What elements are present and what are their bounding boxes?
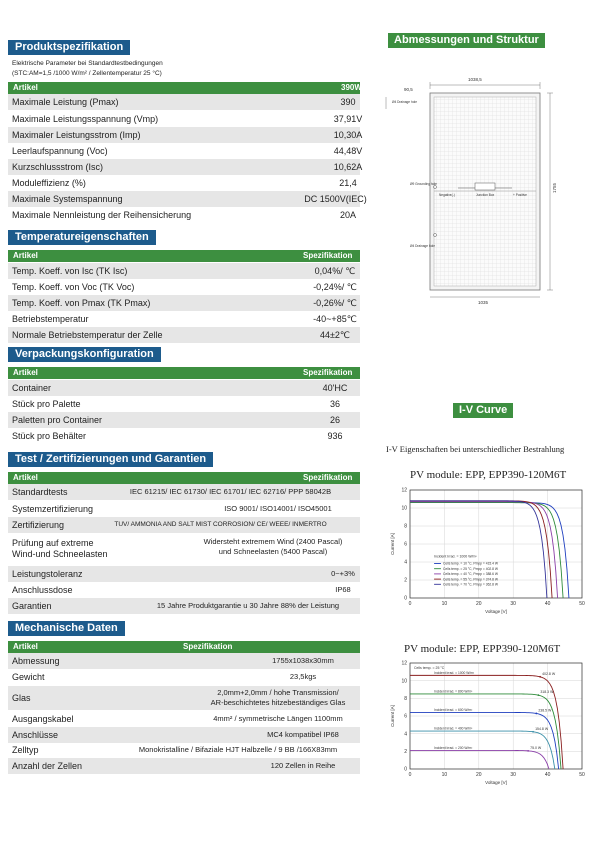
row-label: Glas <box>12 693 31 703</box>
y-tick-label: 8 <box>404 696 407 703</box>
row-label: Systemzertifizierung <box>12 504 94 514</box>
chart2-title: PV module: EPP, EPP390-120M6T <box>404 643 561 655</box>
pmpp-label: 238.5 W <box>538 708 552 713</box>
row-value: 1755x1038x30mm <box>272 656 334 665</box>
row-label: Maximaler Leistungsstrom (Imp) <box>12 130 141 140</box>
y-tick-label: 2 <box>404 749 407 756</box>
header-right: Spezifikation <box>303 473 353 482</box>
table-row <box>8 582 360 598</box>
row-value: 26 <box>329 415 340 425</box>
section-title-certifications: Test / Zertifizierungen und Garantien <box>8 452 213 467</box>
mpp-point <box>537 694 539 696</box>
iv-subtitle: I-V Eigenschaften bei unterschiedlicher Bestrahlung <box>386 444 565 454</box>
series-label: Incident Irrad. = 1000 W/m² <box>434 670 475 675</box>
table-row <box>8 566 360 582</box>
row-label: Maximale Leistung (Pmax) <box>12 97 119 107</box>
y-tick-label: 4 <box>404 731 407 738</box>
legend-label: Cells temp. = 70 °C, Pmpp = 362.8 W <box>443 582 499 587</box>
row-label: Anschlüsse <box>12 730 59 740</box>
row-value: 120 Zellen in Reihe <box>270 761 336 770</box>
table-row <box>8 653 360 669</box>
row-value: MC4 kompatibel IP68 <box>267 730 339 739</box>
series-label: Incident Irrad. = 600 W/m² <box>434 707 473 712</box>
row-value: 44±2℃ <box>319 330 351 340</box>
table-row <box>8 191 367 207</box>
table-row <box>8 501 360 517</box>
header-left: Artikel <box>13 642 38 651</box>
table-row <box>8 535 360 565</box>
table-row <box>8 484 360 500</box>
dimensions-title: Abmessungen und Struktur <box>388 33 545 48</box>
row-value: 21,4 <box>339 178 357 188</box>
x-tick-label: 40 <box>544 772 551 778</box>
chart-annotation: Incident Irrad. = 1000 W/m² <box>434 554 477 559</box>
spec-subtitle-2: (STC:AM=1,5 /1000 W/m² / Zellentemperatur 25 °C) <box>12 70 162 77</box>
mpp-point <box>527 750 529 752</box>
row-value: Monokristalline / Bifaziale HJT Halbzelle / 9 BB /166X83mm <box>138 745 338 754</box>
row-label: Maximale Leistungsspannung (Vmp) <box>12 114 159 124</box>
table-row <box>8 111 363 127</box>
row-label: Normale Betriebstemperatur der Zelle <box>12 330 163 340</box>
row-value <box>178 537 368 557</box>
table-row <box>8 396 360 412</box>
section-title-packaging: Verpackungskonfiguration <box>8 347 161 362</box>
row-value: 390 <box>340 97 356 107</box>
y-tick-label: 2 <box>404 577 407 584</box>
table-row <box>8 711 360 727</box>
row-label: Temp. Koeff. von Isc (TK Isc) <box>12 266 128 276</box>
row-label: Anzahl der Zellen <box>12 761 83 771</box>
table-row <box>8 412 360 428</box>
series-label: Incident Irrad. = 400 W/m² <box>434 726 473 731</box>
legend-label: Cells temp. = 40 °C, Pmpp = 388.6 W <box>443 572 499 577</box>
y-tick-label: 12 <box>401 487 407 494</box>
row-label: Temp. Koeff. von Voc (TK Voc) <box>12 282 135 292</box>
x-axis-label: Voltage [V] <box>485 609 507 614</box>
table-header <box>8 367 360 379</box>
table-row <box>8 758 360 774</box>
module-dimension-drawing <box>380 75 590 305</box>
table-row <box>8 669 360 685</box>
row-value: 20A <box>339 210 356 220</box>
y-tick-label: 0 <box>404 595 407 602</box>
row-value: 36 <box>329 399 340 409</box>
row-value: -0,24%/ ℃ <box>313 282 357 292</box>
grounding-hole-label: Ø9 Grounding hole <box>410 182 437 186</box>
x-tick-label: 10 <box>441 772 448 778</box>
x-tick-label: 0 <box>408 601 412 607</box>
y-axis-label: Current [A] <box>390 705 395 727</box>
dim-bottom: 1035 <box>478 300 489 305</box>
row-value-line: und Schneelasten (5400 Pascal) <box>218 547 328 556</box>
table-row <box>8 295 360 311</box>
legend-label: Cells temp. = 25 °C, Pmpp = 402.8 W <box>443 566 499 571</box>
pmpp-label: 154.8 W <box>535 726 549 731</box>
row-value: 37,91V <box>333 114 363 124</box>
header-right: Spezifikation <box>303 251 353 260</box>
table-row <box>8 94 360 110</box>
x-tick-label: 20 <box>476 601 482 607</box>
table-row <box>8 517 360 533</box>
row-label: Standardtests <box>12 487 68 497</box>
row-value: DC 1500V(IEC) <box>304 194 367 204</box>
row-value: 0~+3% <box>331 569 355 578</box>
row-value <box>188 688 368 708</box>
row-value: -40~+85℃ <box>313 314 357 324</box>
iv-curve-series-4 <box>410 750 549 769</box>
dim-top-small: 90,5 <box>404 87 413 92</box>
negative-label: Negative(-) <box>439 193 455 197</box>
table-header <box>8 82 360 94</box>
x-tick-label: 0 <box>408 772 412 778</box>
y-tick-label: 6 <box>404 541 407 548</box>
row-label: Maximale Nennleistung der Reihensicherung <box>12 210 192 220</box>
table-header <box>8 472 360 484</box>
row-value: 10,62A <box>333 162 363 172</box>
chart1-title: PV module: EPP, EPP390-120M6T <box>410 469 567 481</box>
pmpp-label: 402.8 W <box>542 671 556 676</box>
dim-top-big: 1038,5 <box>468 77 482 82</box>
table-header <box>8 641 360 653</box>
section-title-temperature: Temperatureigenschaften <box>8 230 156 245</box>
table-row <box>8 686 360 710</box>
pmpp-label: 318.3 W <box>540 690 554 695</box>
table-row <box>8 380 360 396</box>
junction-box-label: Junction Box <box>476 193 495 197</box>
row-label: Temp. Koeff. von Pmax (TK Pmax) <box>12 298 151 308</box>
x-tick-label: 30 <box>510 601 516 607</box>
x-tick-label: 50 <box>579 601 585 607</box>
row-value: 936 <box>327 431 343 441</box>
section-title-product-spec: Produktspezifikation <box>8 40 130 55</box>
table-header <box>8 250 360 262</box>
mpp-point <box>535 713 537 715</box>
table-row <box>8 311 360 327</box>
iv-chart-irradiance <box>388 657 588 787</box>
drainage-hole-label: Ø4 Drainage hole <box>392 100 417 104</box>
iv-curve-series-2 <box>410 712 559 769</box>
y-tick-label: 12 <box>401 660 407 667</box>
row-label: Abmessung <box>12 656 60 666</box>
table-row <box>8 159 363 175</box>
table-row <box>8 175 360 191</box>
series-label: Incident Irrad. = 200 W/m² <box>434 745 473 750</box>
row-label: Zertifizierung <box>12 520 65 530</box>
header-right: Spezifikation <box>303 368 353 377</box>
section-title-mechanical: Mechanische Daten <box>8 621 125 636</box>
row-label: Paletten pro Container <box>12 415 103 425</box>
row-value: IP68 <box>335 585 351 594</box>
row-label: Anschlussdose <box>12 585 73 595</box>
table-row <box>8 598 360 614</box>
dim-height: 1755 <box>552 182 557 193</box>
row-value: -0,26%/ ℃ <box>313 298 357 308</box>
row-value: 23,5kgs <box>289 672 317 681</box>
row-value: 15 Jahre Produktgarantie u 30 Jahre 88% der Leistung <box>156 601 340 610</box>
header-right: 390W <box>341 83 362 92</box>
row-value: 0,04%/ ℃ <box>314 266 356 276</box>
row-label: Gewicht <box>12 672 45 682</box>
x-tick-label: 20 <box>476 772 482 778</box>
row-label-line: Wind-und Schneelasten <box>12 549 108 559</box>
row-value: TUV/ AMMONIA AND SALT MIST CORROSION/ CE/ WEEE/ INMERTRO <box>114 521 327 528</box>
header-left: Artikel <box>13 251 38 260</box>
positive-label: + Positive <box>513 193 527 197</box>
row-label: Moduleffizienz (%) <box>12 178 86 188</box>
row-label: Zelltyp <box>12 745 39 755</box>
table-row <box>8 127 363 143</box>
table-row <box>8 327 360 343</box>
row-value: 40'HC <box>322 383 348 393</box>
y-tick-label: 4 <box>404 559 407 566</box>
spec-subtitle-1: Elektrische Parameter bei Standardtestbedingungen <box>12 60 163 67</box>
iv-curve-title: I-V Curve <box>453 403 513 418</box>
iv-chart-temperature <box>388 484 588 616</box>
row-label: Ausgangskabel <box>12 714 74 724</box>
y-tick-label: 10 <box>401 678 407 685</box>
mpp-point <box>532 731 534 733</box>
row-value: 4mm² / symmetrische Längen 1100mm <box>213 714 343 723</box>
x-tick-label: 30 <box>510 772 516 778</box>
header-right: Spezifikation <box>183 642 233 651</box>
row-label <box>12 538 108 560</box>
y-tick-label: 6 <box>404 713 407 720</box>
y-tick-label: 8 <box>404 523 407 530</box>
header-left: Artikel <box>13 83 38 92</box>
table-row <box>8 207 360 223</box>
x-tick-label: 40 <box>544 601 551 607</box>
x-tick-label: 10 <box>441 601 448 607</box>
header-left: Artikel <box>13 473 38 482</box>
table-row <box>8 428 360 444</box>
row-label: Garantien <box>12 601 52 611</box>
row-value: 10,30A <box>333 130 363 140</box>
row-label: Maximale Systemspannung <box>12 194 123 204</box>
drainage-hole-label-2: Ø4 Drainage hole <box>410 244 435 248</box>
row-value-line: Widersteht extremem Wind (2400 Pascal) <box>203 537 343 546</box>
series-label: Incident Irrad. = 800 W/m² <box>434 689 473 694</box>
row-label: Kurzschlussstrom (Isc) <box>12 162 104 172</box>
chart-annotation: Cells temp. = 25 °C <box>414 666 445 670</box>
legend-label: Cells temp. = 10 °C, Pmpp = 415.4 W <box>443 561 499 566</box>
y-axis-label: Current [A] <box>390 533 395 555</box>
row-label: Betriebstemperatur <box>12 314 89 324</box>
row-value-line: 2,0mm+2,0mm / hohe Transmission/ <box>217 688 339 697</box>
row-label: Stück pro Palette <box>12 399 81 409</box>
header-left: Artikel <box>13 368 38 377</box>
row-label: Leerlaufspannung (Voc) <box>12 146 108 156</box>
pmpp-label: 75.0 W <box>530 745 542 750</box>
x-axis-label: Voltage [V] <box>485 780 507 785</box>
row-label: Leistungstoleranz <box>12 569 83 579</box>
row-label: Stück pro Behälter <box>12 431 87 441</box>
row-value: 44,48V <box>333 146 363 156</box>
x-tick-label: 50 <box>579 772 585 778</box>
table-row <box>8 279 360 295</box>
mpp-point <box>539 676 541 678</box>
table-row <box>8 727 360 743</box>
row-value: IEC 61215/ IEC 61730/ IEC 61701/ IEC 62716/ PPP 58042B <box>129 487 332 496</box>
y-tick-label: 0 <box>404 766 407 773</box>
table-row <box>8 143 363 159</box>
table-row <box>8 263 360 279</box>
table-row <box>8 742 360 758</box>
row-label-line: Prüfung auf extreme <box>12 538 94 548</box>
row-value: ISO 9001/ ISO14001/ ISO45001 <box>224 504 332 513</box>
row-value-line: AR-beschichtetes hitzebeständiges Glas <box>210 698 346 707</box>
y-tick-label: 10 <box>401 505 407 512</box>
row-label: Container <box>12 383 52 393</box>
legend-label: Cells temp. = 55 °C, Pmpp = 374.8 W <box>443 577 499 582</box>
